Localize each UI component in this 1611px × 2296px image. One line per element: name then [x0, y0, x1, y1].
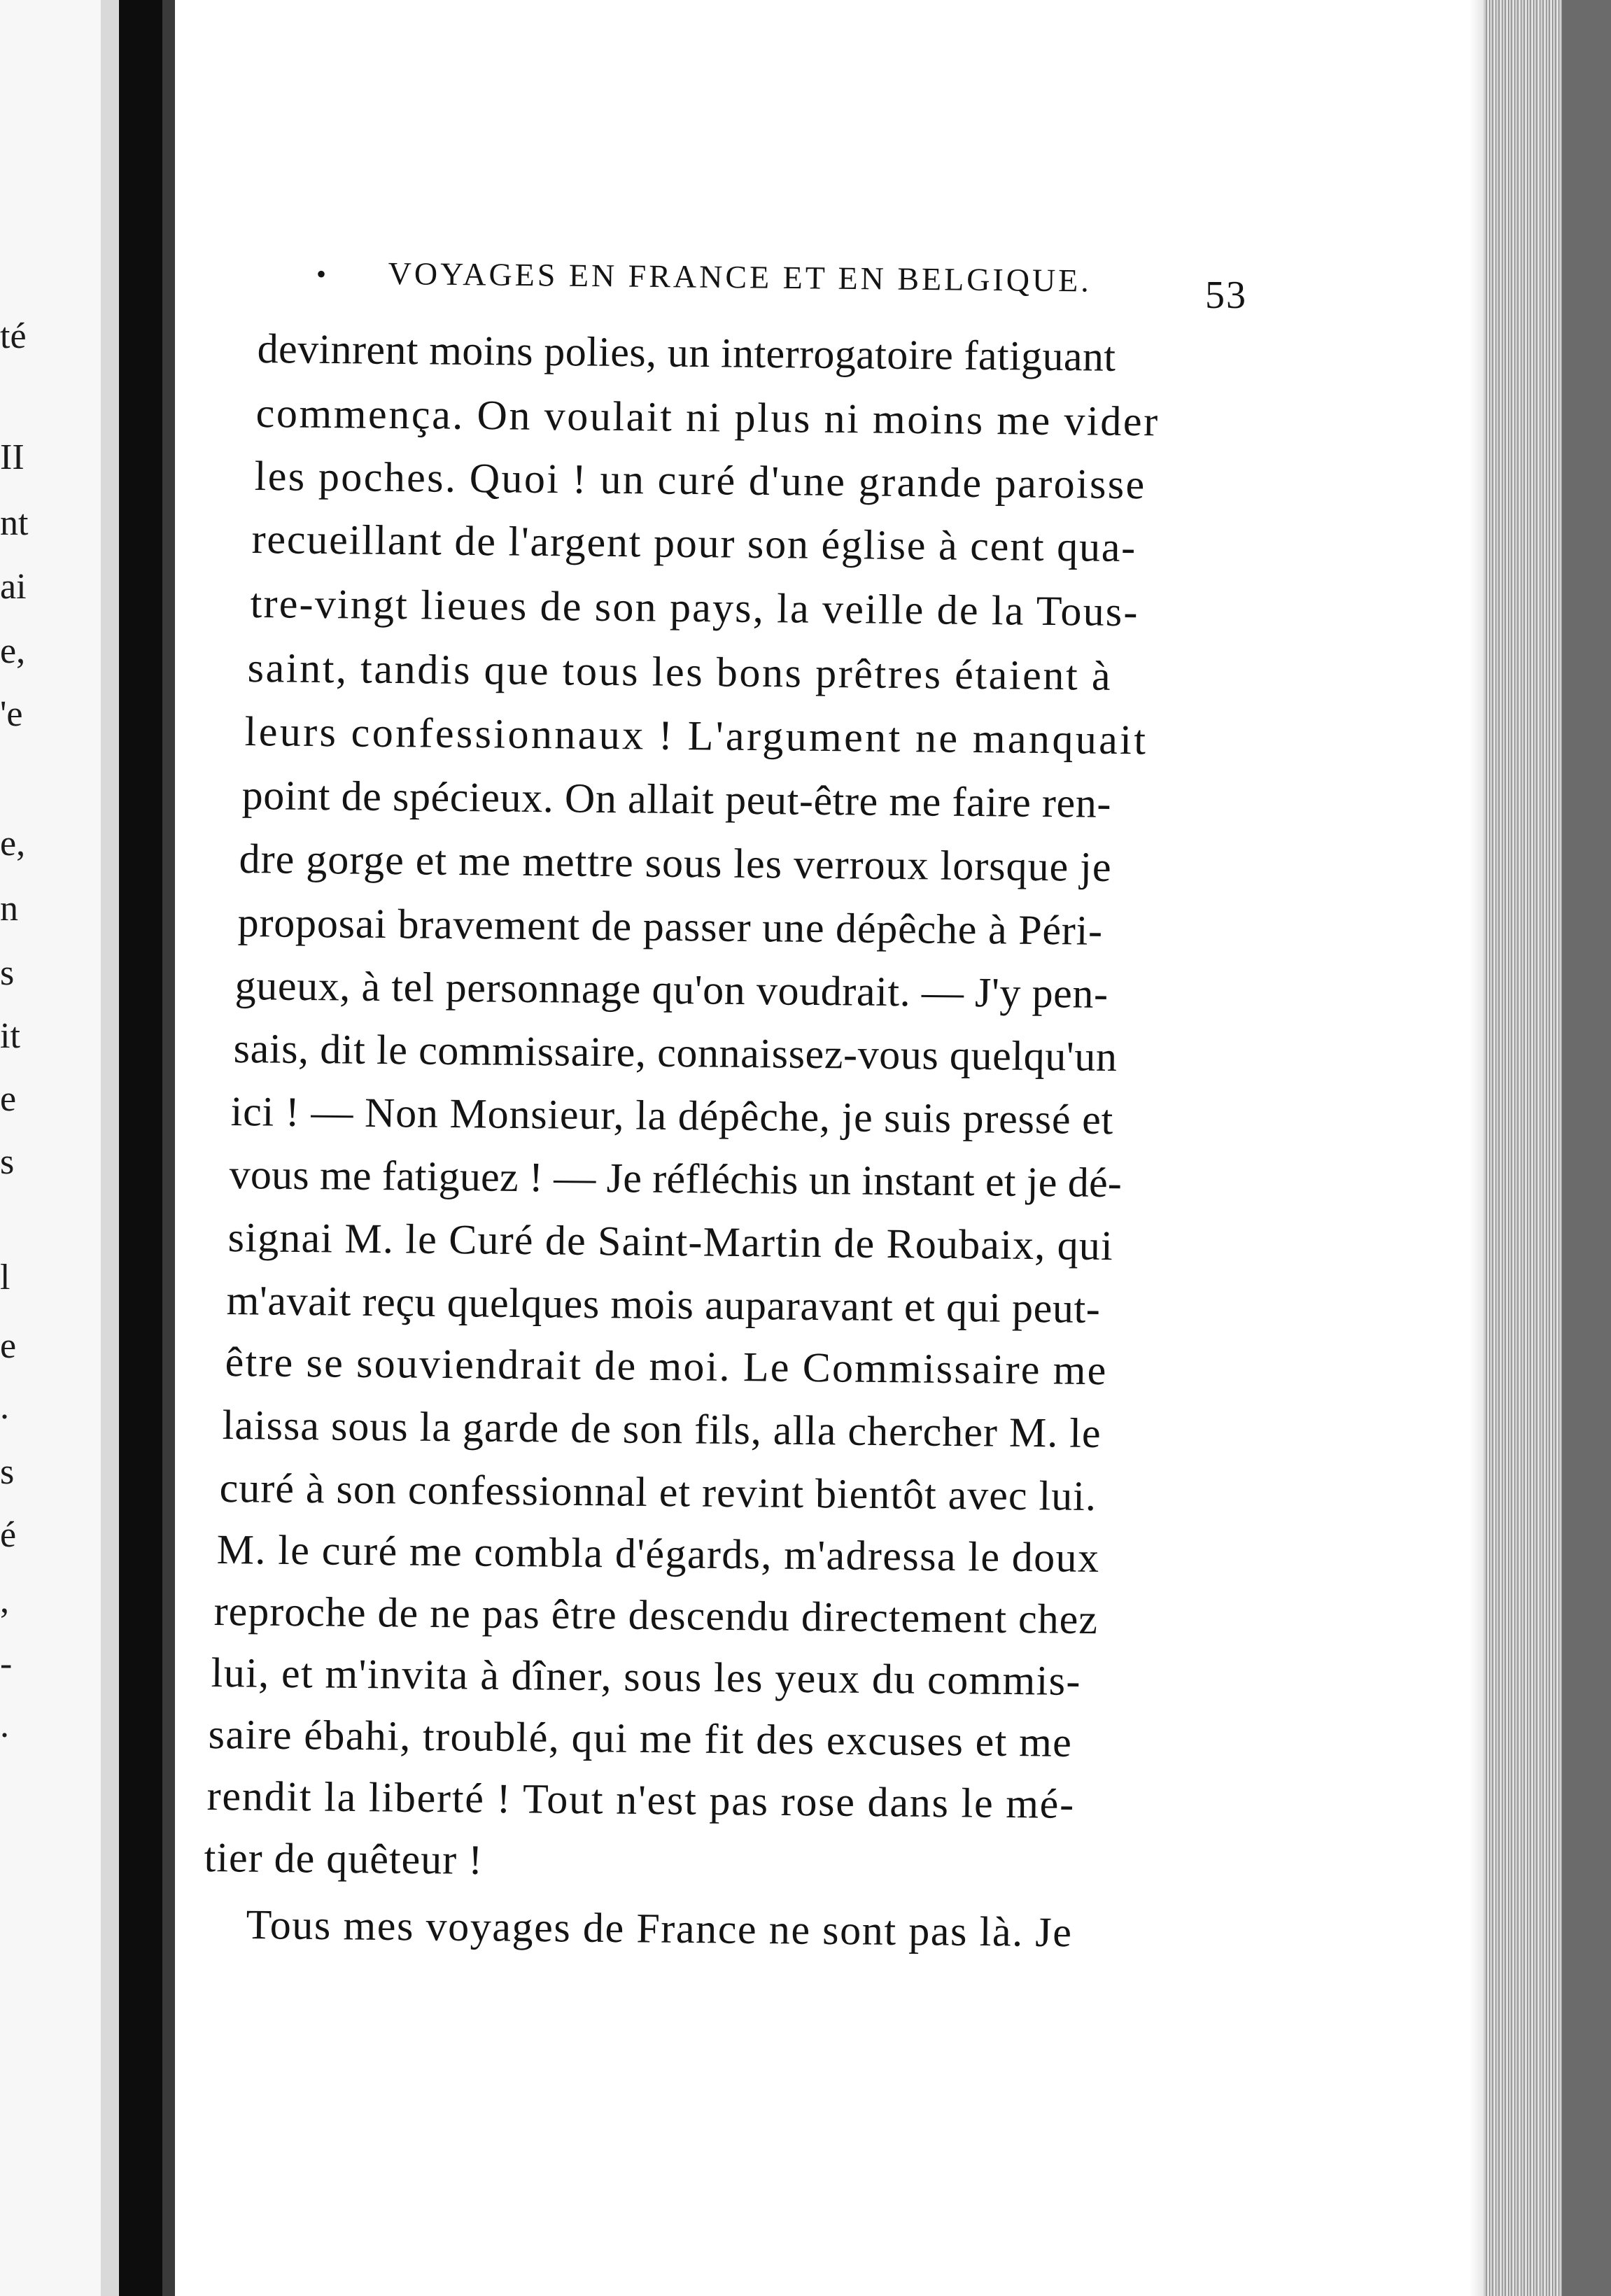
text-line: saire ébahi, troublé, qui me fit des excuses et me: [208, 1711, 1073, 1766]
facing-page-fragment: é: [0, 1515, 17, 1555]
facing-page-fragment: s: [0, 1142, 15, 1182]
text-line: sais, dit le commissaire, connaissez-vous quelqu'un: [233, 1025, 1118, 1080]
text-line: laissa sous la garde de son fils, alla chercher M. le: [222, 1402, 1102, 1457]
text-line: Tous mes voyages de France ne sont pas là. Je: [246, 1901, 1073, 1956]
text-line: être se souviendrait de moi. Le Commissaire me: [225, 1339, 1108, 1394]
text-line: reproche de ne pas être descendu directement chez: [213, 1588, 1099, 1643]
facing-page-fragment: II: [0, 437, 24, 477]
text-line: point de spécieux. On allait peut-être me faire ren-: [241, 772, 1112, 826]
text-line: recueillant de l'argent pour son église à cent qua-: [251, 516, 1137, 571]
text-line: tre-vingt lieues de son pays, la veille de la Tous-: [250, 580, 1139, 635]
running-head-bullet: •: [316, 258, 327, 290]
text-line: devinrent moins polies, un interrogatoire fatiguant: [257, 325, 1116, 380]
text-line: curé à son confessionnal et revint bientôt avec lui.: [219, 1465, 1097, 1520]
facing-page-fragment: s: [0, 1452, 15, 1492]
facing-page-fragment: .: [0, 1705, 9, 1745]
text-line: gueux, à tel personnage qu'on voudrait. — J'y pen-: [234, 962, 1109, 1017]
text-line: proposai bravement de passer une dépêche à Péri-: [237, 899, 1104, 954]
text-line: saint, tandis que tous les bons prêtres étaient à: [247, 645, 1113, 699]
facing-page-fragment: -: [0, 1644, 13, 1684]
text-line: commença. On voulait ni plus ni moins me vider: [255, 390, 1160, 445]
text-line: m'avait reçu quelques mois auparavant et qui peut-: [226, 1277, 1101, 1332]
facing-page-fragment: ai: [0, 567, 27, 607]
facing-page-fragment: nt: [0, 503, 29, 543]
facing-page-fragment: n: [0, 889, 18, 929]
facing-page-fragment: s: [0, 953, 15, 993]
facing-page-fragment: e: [0, 1079, 17, 1119]
facing-page-fragment: 'e: [0, 694, 23, 734]
facing-page-fragment: ,: [0, 1581, 9, 1621]
running-head: VOYAGES EN FRANCE ET EN BELGIQUE.: [388, 255, 1092, 299]
text-line: M. le curé me combla d'égards, m'adressa le doux: [216, 1526, 1100, 1582]
facing-page-fragment: it: [0, 1016, 20, 1056]
text-line: les poches. Quoi ! un curé d'une grande paroisse: [254, 453, 1146, 508]
text-line: leurs confessionnaux ! L'argument ne manquait: [244, 708, 1148, 763]
text-line: lui, et m'invita à dîner, sous les yeux du commis-: [211, 1649, 1082, 1704]
page-number: 53: [1205, 274, 1247, 317]
facing-page-fragment: e,: [0, 631, 26, 671]
text-line: rendit la liberté ! Tout n'est pas rose dans le mé-: [206, 1773, 1076, 1827]
facing-page-fragment: e: [0, 1326, 17, 1366]
facing-page-fragment: l: [0, 1258, 10, 1297]
facing-page-fragment: e,: [0, 824, 26, 864]
text-line: vous me fatiguez ! — Je réfléchis un instant et je dé-: [229, 1151, 1123, 1206]
text-line: signai M. le Curé de Saint-Martin de Roubaix, qui: [227, 1214, 1114, 1269]
text-line: dre gorge et me mettre sous les verroux lorsque je: [239, 836, 1112, 890]
facing-page-fragment: .: [0, 1387, 9, 1427]
text-line: ici ! — Non Monsieur, la dépêche, je suis pressé et: [230, 1088, 1114, 1143]
text-line: tier de quêteur !: [204, 1834, 484, 1883]
facing-page-fragment: té: [0, 316, 27, 356]
